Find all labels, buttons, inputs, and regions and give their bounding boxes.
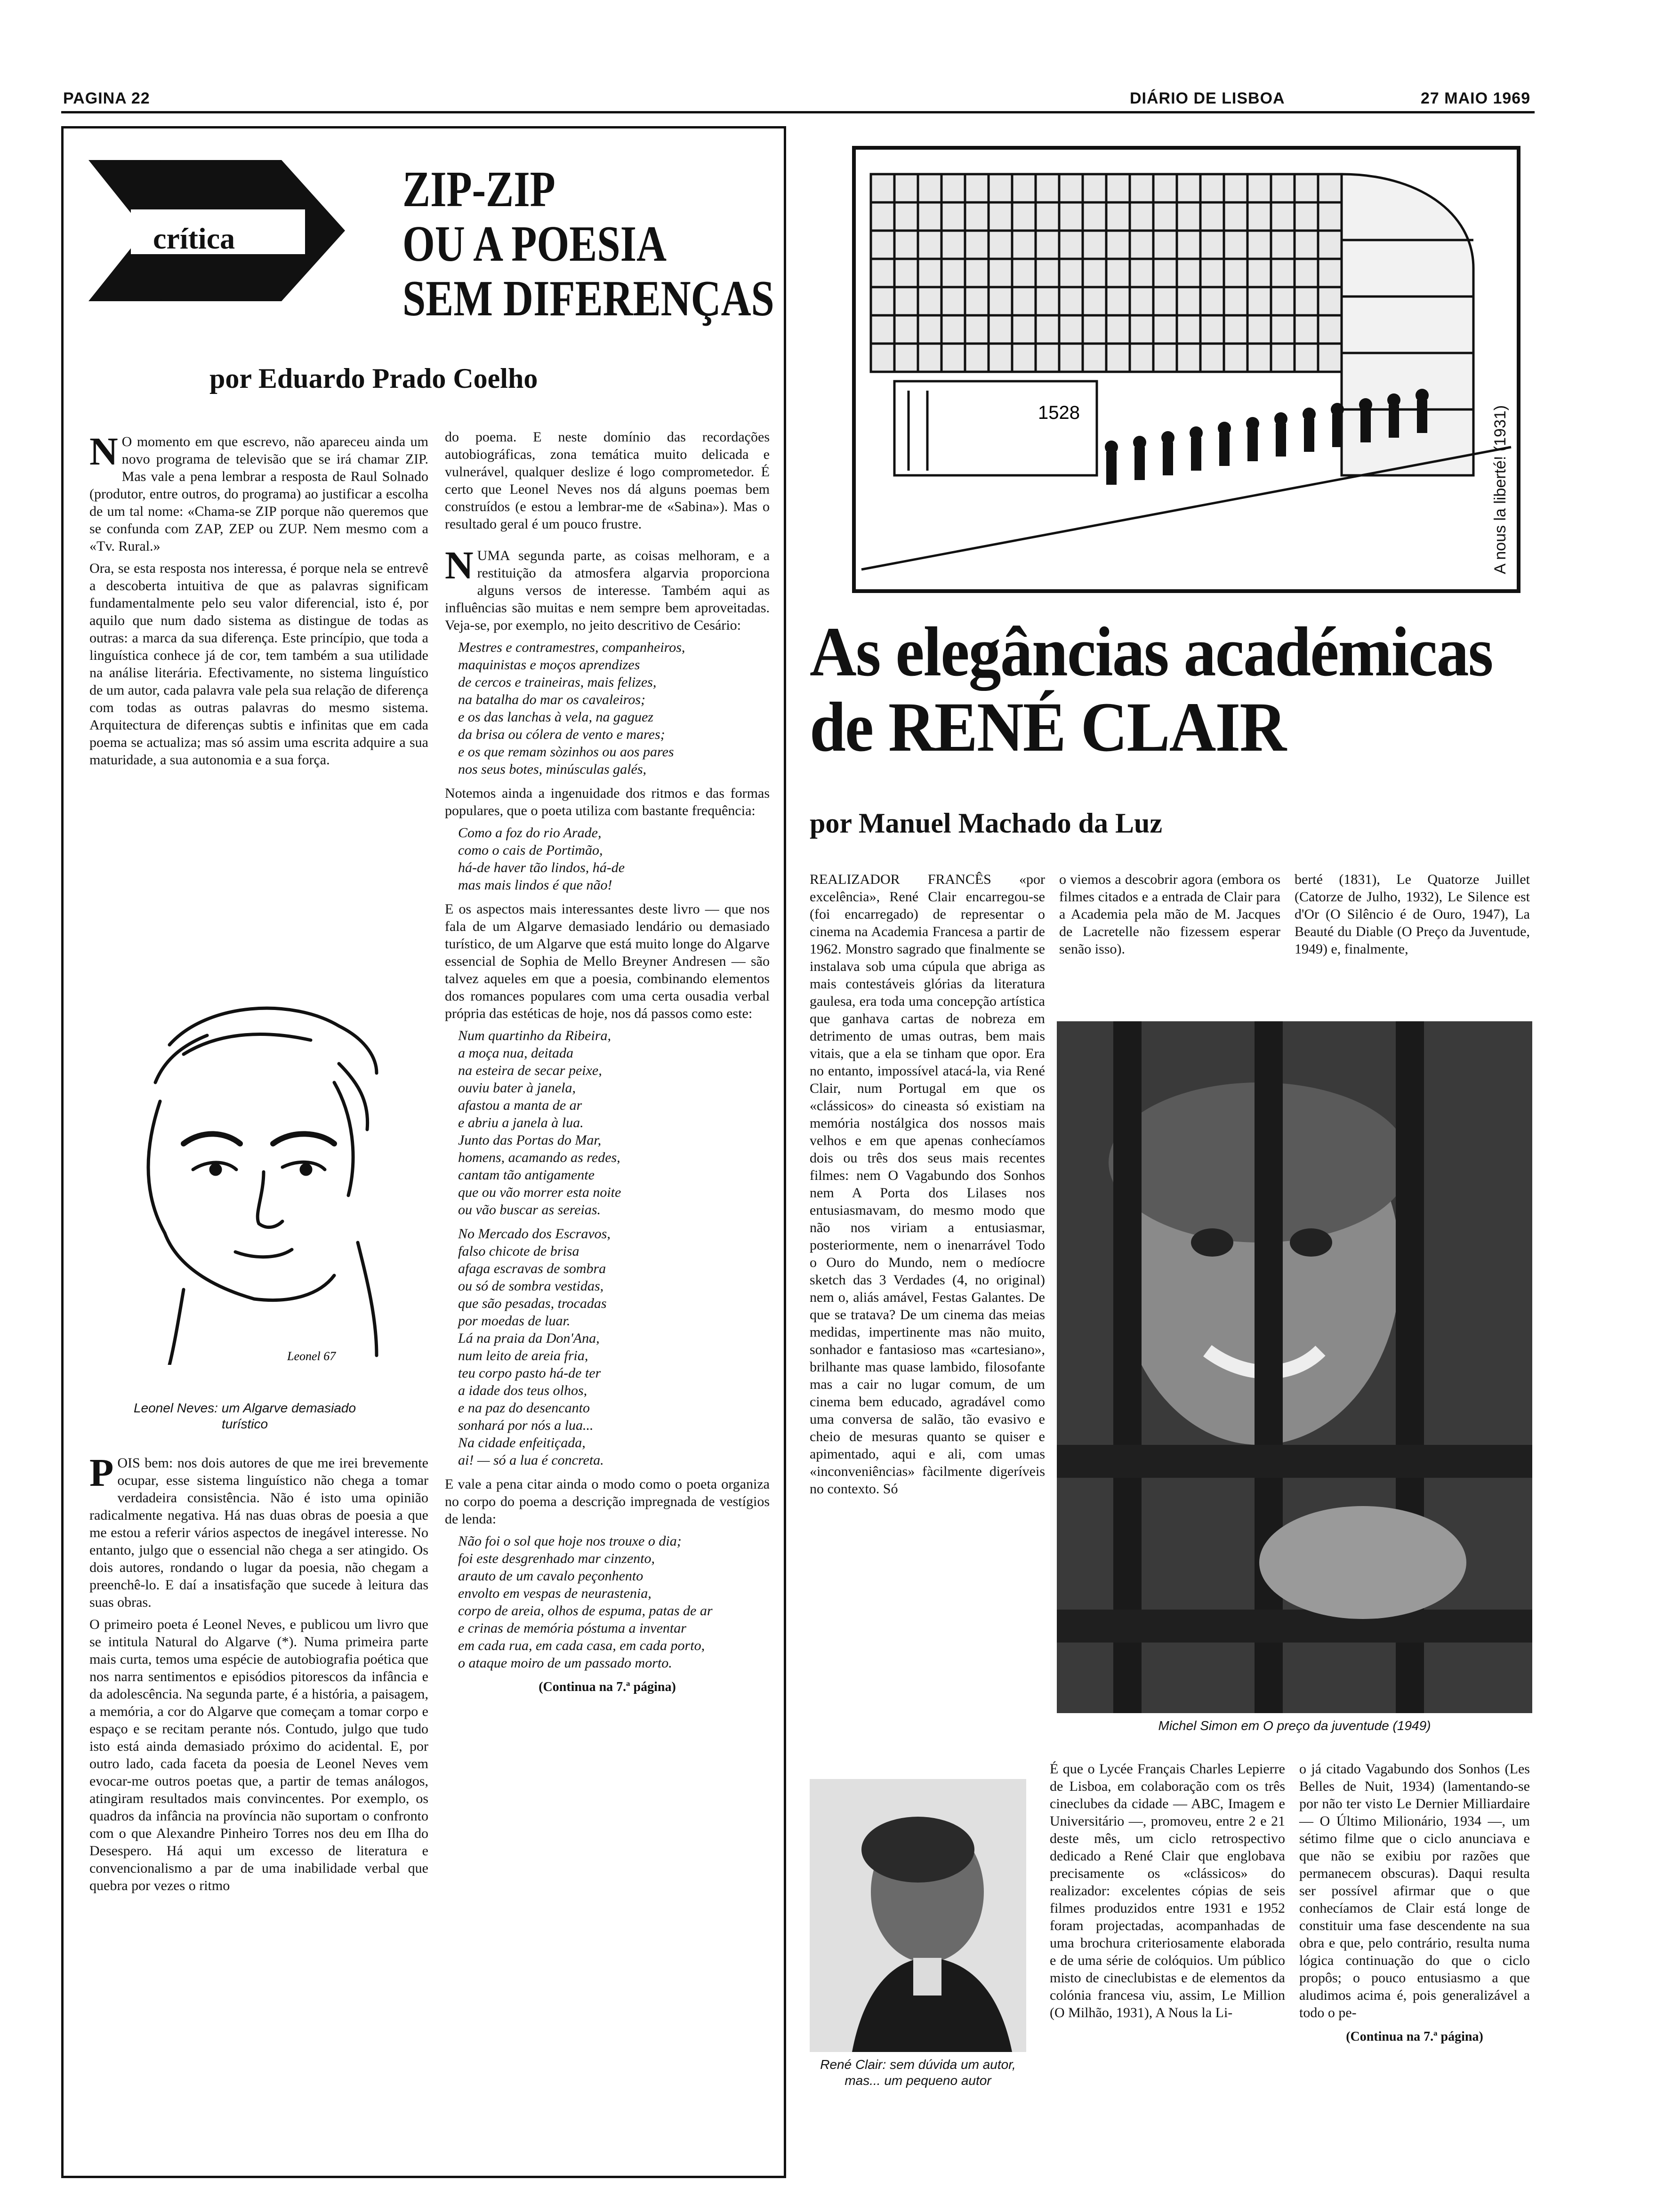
verse: afastou a manta de ar [458, 1098, 582, 1113]
verse: envolto em vespas de neurastenia, [458, 1586, 652, 1601]
verse: Num quartinho da Ribeira, [458, 1028, 611, 1043]
verse: Lá na praia da Don'Ana, [458, 1330, 600, 1346]
verse: nos seus botes, minúsculas galés, [458, 761, 646, 777]
verse: por moedas de luar. [458, 1313, 571, 1329]
verse: que ou vão morrer esta noite [458, 1185, 621, 1200]
leonel-neves-portrait-drawing [113, 988, 405, 1365]
illustration-caption: A nous la liberté! (1931) [1491, 405, 1509, 574]
continua-note: (Continua na 7.ª página) [1346, 2029, 1483, 2044]
issue-date: 27 MAIO 1969 [1421, 89, 1531, 107]
page-number: PAGINA 22 [63, 89, 150, 107]
paragraph: o viemos a descobrir agora (embora os filmes citados e a entrada de Clair para a Academia pela mão de M. Jacques de Lacretelle não fizessem esperar senão isso). [1059, 872, 1280, 957]
critica-title-line-2: OU A POESIA [402, 216, 667, 272]
poem-quote-1 [458, 639, 770, 778]
header-rule [61, 111, 1535, 113]
poem-quote-2 [458, 824, 770, 894]
verse: a idade dos teus olhos, [458, 1383, 587, 1398]
critica-title [402, 162, 774, 326]
verse: Como a foz do rio Arade, [458, 825, 602, 841]
paragraph: o já citado Vagabundo dos Sonhos (Les Belles de Nuit, 1934) (lamentando-se por não ter visto Le Dernier Milliardaire — O Último Milionário, 1934 —, um sétimo filme que o ciclo anunciava e que não se exibiu por razões que permanecem obscuras). Daqui resulta ser possível afirmar que o que conhecíamos de Clair está longe de constituir uma fase descendente na sua obra e que, pelo contrário, resulta numa lógica continuação do que o ciclo propôs; o pouco entusiasmo a que aludimos acima é, pois generalizável a todo o pe- [1299, 1761, 1530, 2020]
verse: ou só de sombra vestidas, [458, 1278, 604, 1294]
paragraph: REALIZADOR FRANCÊS «por excelência», René Clair encarregou-se (foi encarregado) de representar o cinema na Academia Francesa a partir de 1962. Monstro sagrado que finalmente se instalava sob uma cúpula que abriga as mais contestáveis glórias da literatura gaulesa, era toda uma concepção artística que ganhava cartas de nobreza em detrimento de umas outras, bem mais vitais, que a ela se tinham que opor. Era no entanto, impossível atacá-la, via René Clair, num Portugal em que os «clássicos» do cineasta só existiam na memória nostálgica dos nossos mais velhos e em que apenas conhecíamos dois ou três dos seus mais recentes filmes: nem O Vagabundo dos Sonhos nem A Porta dos Lilases nos entusiasmavam, do mesmo modo que não nos viriam a entusiasmar, posteriormente, nem o inenarrável Todo o Ouro do Mundo, nem o medíocre sketch das 3 Verdades (4, no original) nem o, aliás amável, Festas Galantes. De que se tratava? De um cinema das meias medidas, impertinente mas não muito, sonhador e fantasioso mas «cartesiano», brilhante mas quase lambido, filosofante mas a cair no lugar comum, de um cinema bem educado, agradável como uma conversa de salão, tão evasivo e cheio de mesuras quanto se quiser e apimentado, aqui e ali, com umas «inconveniências» fàcilmente digeríveis no contexto. Só [810, 872, 1045, 1497]
paragraph: Ora, se esta resposta nos interessa, é porque nela se entrevê a descoberta intuitiva de que as palavras significam fundamentalmente pelo seu valor diferencial, isto é, por aquilo que num dado sistema as distingue de todas as outras: a marca da sua diferença. Este princípio, que toda a linguística conhece já de cor, tem também a sua utilidade na análise literária. Efectivamente, no sistema linguístico de um autor, cada palavra vale pela sua relação de diferença com todas as outras palavras do mesmo sistema. Arquitectura de diferenças subtis e infinitas que em cada poema se actualiza; mas só assim uma escrita adquire a sua maturidade, a sua autonomia e a sua força. [89, 561, 428, 768]
verse: num leito de areia fria, [458, 1348, 588, 1363]
verse: que são pesadas, trocadas [458, 1296, 607, 1311]
paragraph: E os aspectos mais interessantes deste livro — que nos fala de um Algarve demasiado lendário ou demasiado turístico, de um Algarve que está muito longe do Algarve essencial de Sophia de Mello Breyner Andresen — são talvez aqueles em que a poesia, combinando elementos dos romances populares com uma certa ousadia verbal própria das estéticas de hoje, nos dá passos como este: [445, 901, 770, 1021]
verse: ai! — só a lua é concreta. [458, 1452, 604, 1468]
critica-byline: por Eduardo Prado Coelho [209, 363, 538, 394]
verse: de cercos e traineiras, mais felizes, [458, 674, 657, 690]
clair-column-2-bottom [1050, 1760, 1285, 2026]
verse: ou vão buscar as sereias. [458, 1202, 601, 1218]
dropcap: N [89, 430, 118, 473]
critica-column-1 [89, 430, 428, 773]
verse: mas mais lindos é que não! [458, 877, 612, 893]
a-nous-la-liberte-illustration [852, 146, 1520, 593]
paragraph: do poema. E neste domínio das recordações autobiográficas, zona temática muito delicada e vulnerável, qualquer deslize é logo comprometedor. É certo que Leonel Neves nos dá alguns poemas bem construídos (e estou a lembrar-me de «Sabina»). Mas o resultado geral é um pouco frustre. [445, 429, 770, 532]
verse: e abriu a janela à lua. [458, 1115, 584, 1130]
critica-title-line-1: ZIP-ZIP [402, 161, 555, 217]
clair-column-1 [810, 871, 1045, 1502]
paragraph: berté (1831), Le Quatorze Juillet (Catorze de Julho, 1932), Le Silence est d'Or (O Silêncio é de Ouro, 1947), La Beauté du Diable (O Preço da Juventude, 1949) e, finalmente, [1295, 872, 1530, 957]
verse: arauto de um cavalo peçonhento [458, 1568, 643, 1584]
clair-column-3-top [1295, 871, 1530, 962]
critica-column-1-continued [89, 1451, 428, 1899]
verse: o ataque moiro de um passado morto. [458, 1655, 672, 1671]
verse: maquinistas e moços aprendizes [458, 657, 640, 673]
verse: a moça nua, deitada [458, 1045, 573, 1061]
verse: homens, acamando as redes, [458, 1150, 620, 1165]
verse: e os das lanchas à vela, na gaguez [458, 709, 653, 725]
poem-quote-3 [458, 1027, 770, 1218]
paragraph: O primeiro poeta é Leonel Neves, e publicou um livro que se intitula Natural do Algarve (*). Numa primeira parte mais curta, temos uma espécie de autobiografia poética que nos narra sentimentos e episódios pitorescos da infância e da adolescência. Na segunda parte, é a história, a paisagem, a memória, a cor do Algarve que começam a tomar corpo e espaço e se recitam perante nós. Contudo, julgo que tudo isto está ainda demasiado próximo do acidental. E, por outro lado, cada faceta da poesia de Leonel Neves vem evocar-me outros poetas que, a partir de temas análogos, atingiram resultados mais convincentes. Por exemplo, os quadros da infância na província não suportam o confronto com o que Alexandre Pinheiro Torres nos deu em Ilha do Desespero. Há aqui um excesso de literatura e convencionalismo a par de uma inabilidade verbal que quebra por vezes o ritmo [89, 1617, 428, 1893]
illustration-number: 1528 [1038, 402, 1080, 423]
verse: Não foi o sol que hoje nos trouxe o dia; [458, 1533, 682, 1549]
verse: ouviu bater à janela, [458, 1080, 576, 1096]
verse: em cada rua, em cada casa, em cada porto, [458, 1638, 705, 1653]
paragraph: UMA segunda parte, as coisas melhoram, e a restituição da atmosfera algarvia proporciona alguns versos de interesse. Também aqui as influências são muitas e nem sempre bem aproveitadas. Veja-se, por exemplo, no jeito descritivo de Cesário: [445, 548, 770, 633]
verse: e os que remam sòzinhos ou aos pares [458, 744, 674, 760]
clair-title-line-1: As elegâncias académicas [810, 613, 1493, 691]
verse: na esteira de secar peixe, [458, 1063, 602, 1078]
verse: da brisa ou cólera de vento e mares; [458, 727, 665, 742]
verse: teu corpo pasto há-de ter [458, 1365, 601, 1381]
verse: cantam tão antigamente [458, 1167, 595, 1183]
verse: foi este desgrenhado mar cinzento, [458, 1551, 655, 1566]
portrait-caption: Leonel Neves: um Algarve demasiado turístico [133, 1401, 356, 1431]
poem-quote-4 [458, 1225, 770, 1469]
dropcap: N [445, 544, 474, 587]
critica-title-line-3: SEM DIFERENÇAS [402, 271, 774, 327]
paragraph: E vale a pena citar ainda o modo como o poeta organiza no corpo do poema a descrição impregnada de vestígios de lenda: [445, 1476, 770, 1527]
verse: corpo de areia, olhos de espuma, patas de ar [458, 1603, 713, 1619]
verse: falso chicote de brisa [458, 1243, 579, 1259]
newspaper-name: DIÁRIO DE LISBOA [1130, 89, 1285, 107]
verse: como o cais de Portimão, [458, 842, 603, 858]
clair-title-line-2: de RENÉ CLAIR [810, 688, 1286, 766]
rene-clair-photo [810, 1779, 1026, 2052]
rene-clair-caption: René Clair: sem dúvida um autor, mas... um pequeno autor [820, 2057, 1016, 2088]
critica-badge-label: crítica [153, 222, 235, 255]
continua-note: (Continua na 7.ª página) [539, 1680, 676, 1694]
verse: e na paz do desencanto [458, 1400, 590, 1416]
clair-byline: por Manuel Machado da Luz [810, 808, 1162, 839]
verse: na batalha do mar os cavaleiros; [458, 692, 646, 707]
clair-column-3-bottom [1299, 1760, 1530, 2045]
poem-quote-5 [458, 1532, 770, 1672]
paragraph: Notemos ainda a ingenuidade dos ritmos e das formas populares, que o poeta utiliza com bastante frequência: [445, 785, 770, 818]
verse: Mestres e contramestres, companheiros, [458, 640, 685, 655]
verse: afaga escravas de sombra [458, 1261, 606, 1276]
verse: e crinas de memória póstuma a inventar [458, 1620, 686, 1636]
verse: Na cidade enfeitiçada, [458, 1435, 586, 1451]
verse: sonhará por nós a lua... [458, 1418, 594, 1433]
paragraph: É que o Lycée Français Charles Lepierre de Lisboa, em colaboração com os três cineclubes da cidade — ABC, Imagem e Universitário —, promoveu, entre 2 e 21 deste mês, um ciclo retrospectivo dedicado a René Clair que englobava precisamente os «clássicos» do realizador: excelentes cópias de seis filmes produzidos entre 1931 e 1952 foram projectadas, acompanhadas de uma brochura criteriosamente elaborada e de uma série de colóquios. Um público misto de cineclubistas e de elementos da colónia francesa viu, assim, Le Million (O Milhão, 1931), A Nous la Li- [1050, 1761, 1285, 2020]
critica-column-2 [445, 428, 770, 1696]
verse: Junto das Portas do Mar, [458, 1132, 602, 1148]
michel-simon-photo [1057, 1021, 1532, 1713]
paragraph: O momento em que escrevo, não apareceu ainda um novo programa de televisão que se irá chamar ZIP. Mas vale a pena lembrar a resposta de Raul Solnado (produtor, entre outros, do programa) ao justificar a escolha de um tal nome: «Chama-se ZIP porque não queremos que se confunda com ZAP, ZEP ou ZUP. Nem mesmo com a «Tv. Rural.» [89, 434, 428, 554]
dropcap: P [89, 1451, 114, 1495]
verse: há-de haver tão lindos, há-de [458, 860, 625, 875]
michel-simon-caption: Michel Simon em O preço da juventude (1949) [1158, 1718, 1431, 1733]
clair-column-2-top [1059, 871, 1280, 962]
paragraph: OIS bem: nos dois autores de que me irei brevemente ocupar, esse sistema linguístico não chega a tomar verdadeira consistência. Não é isto uma opinião radicalmente negativa. Há nas duas obras de poesia a que me estou a referir vários aspectos de inegável interesse. No entanto, julgo que o essencial não chega a ser atingido. Os dois autores, rondando o lugar da poesia, não chegam a preenchê-lo. E daí a insatisfação que sucede à leitura das suas obras. [89, 1455, 428, 1610]
portrait-signature: Leonel 67 [287, 1349, 336, 1363]
verse: No Mercado dos Escravos, [458, 1226, 611, 1242]
